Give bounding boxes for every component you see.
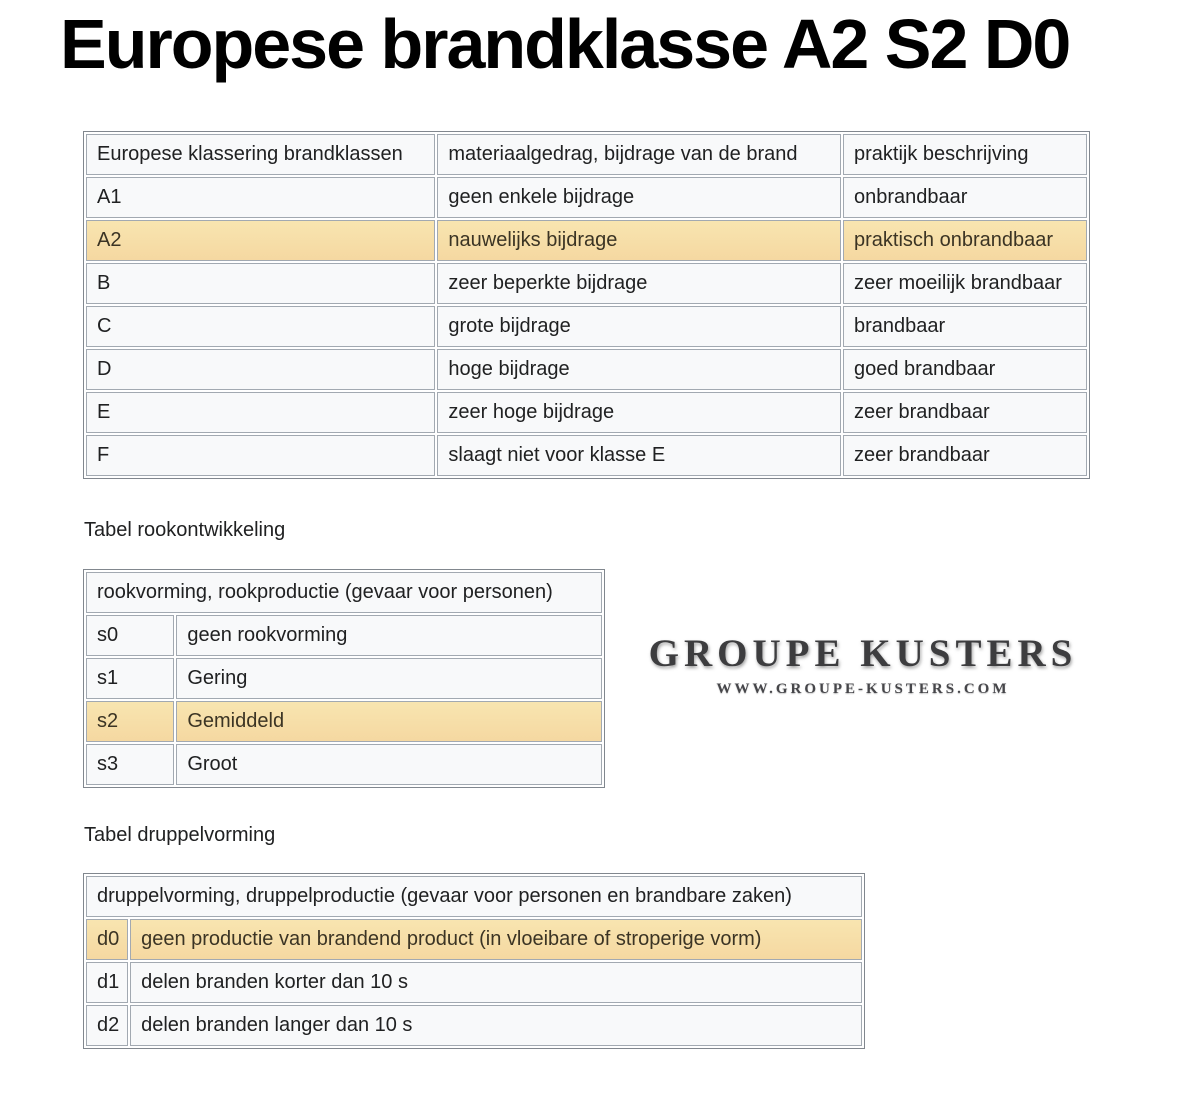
cell-klasse: F [86,435,435,476]
cell-bijdrage: grote bijdrage [437,306,841,347]
fire-col-header-praktijk: praktijk beschrijving [843,134,1087,175]
smoke-table-row [86,615,602,656]
cell-klasse: D [86,349,435,390]
cell-beschrijving: zeer brandbaar [843,435,1087,476]
fire-table-row [86,435,1087,476]
smoke-table-row [86,744,602,785]
cell-beschrijving: brandbaar [843,306,1087,347]
fire-table-row [86,349,1087,390]
cell-desc: Groot [176,744,602,785]
smoke-section-label: Tabel rookontwikkeling [84,519,286,541]
droplet-table-header-row [86,876,862,917]
groupe-kusters-logo [638,632,1088,699]
droplet-section-label: Tabel druppelvorming [84,824,276,846]
cell-klasse: A2 [86,220,435,261]
cell-bijdrage: zeer beperkte bijdrage [437,263,841,304]
smoke-table-row [86,701,602,742]
droplet-table-row [86,1005,862,1046]
cell-bijdrage: zeer hoge bijdrage [437,392,841,433]
cell-klasse: E [86,392,435,433]
cell-klasse: B [86,263,435,304]
smoke-table-row [86,658,602,699]
cell-klasse: A1 [86,177,435,218]
fire-table-header-row [86,134,1087,175]
cell-bijdrage: slaagt niet voor klasse E [437,435,841,476]
smoke-table-header-row [86,572,602,613]
cell-desc: delen branden langer dan 10 s [130,1005,862,1046]
smoke-table [83,569,605,788]
cell-desc: delen branden korter dan 10 s [130,962,862,1003]
cell-code: s1 [86,658,174,699]
cell-bijdrage: nauwelijks bijdrage [437,220,841,261]
fire-class-table [83,131,1090,479]
cell-beschrijving: zeer moeilijk brandbaar [843,263,1087,304]
cell-klasse: C [86,306,435,347]
cell-code: s0 [86,615,174,656]
droplet-table-header: druppelvorming, druppelproductie (gevaar voor personen en brandbare zaken) [86,876,862,917]
cell-beschrijving: zeer brandbaar [843,392,1087,433]
cell-code: d1 [86,962,128,1003]
fire-table-row [86,220,1087,261]
cell-desc: Gering [176,658,602,699]
droplet-table-row [86,962,862,1003]
fire-col-header-materiaalgedrag: materiaalgedrag, bijdrage van de brand [437,134,841,175]
cell-code: d0 [86,919,128,960]
logo-website-url: WWW.GROUPE-KUSTERS.COM [716,681,1010,697]
cell-code: s3 [86,744,174,785]
cell-desc: Gemiddeld [176,701,602,742]
cell-bijdrage: geen enkele bijdrage [437,177,841,218]
cell-bijdrage: hoge bijdrage [437,349,841,390]
cell-desc: geen productie van brandend product (in vloeibare of stroperige vorm) [130,919,862,960]
cell-code: s2 [86,701,174,742]
cell-beschrijving: praktisch onbrandbaar [843,220,1087,261]
logo-wordmark: GROUPE KUSTERS [648,632,1078,675]
fire-col-header-klassering: Europese klassering brandklassen [86,134,435,175]
fire-table-row [86,392,1087,433]
cell-code: d2 [86,1005,128,1046]
smoke-table-header: rookvorming, rookproductie (gevaar voor personen) [86,572,602,613]
droplet-table-row [86,919,862,960]
fire-table-row [86,263,1087,304]
cell-desc: geen rookvorming [176,615,602,656]
cell-beschrijving: goed brandbaar [843,349,1087,390]
page-title: Europese brandklasse A2 S2 D0 [60,5,1070,83]
fire-table-row [86,306,1087,347]
cell-beschrijving: onbrandbaar [843,177,1087,218]
fire-table-row [86,177,1087,218]
droplet-table [83,873,865,1049]
